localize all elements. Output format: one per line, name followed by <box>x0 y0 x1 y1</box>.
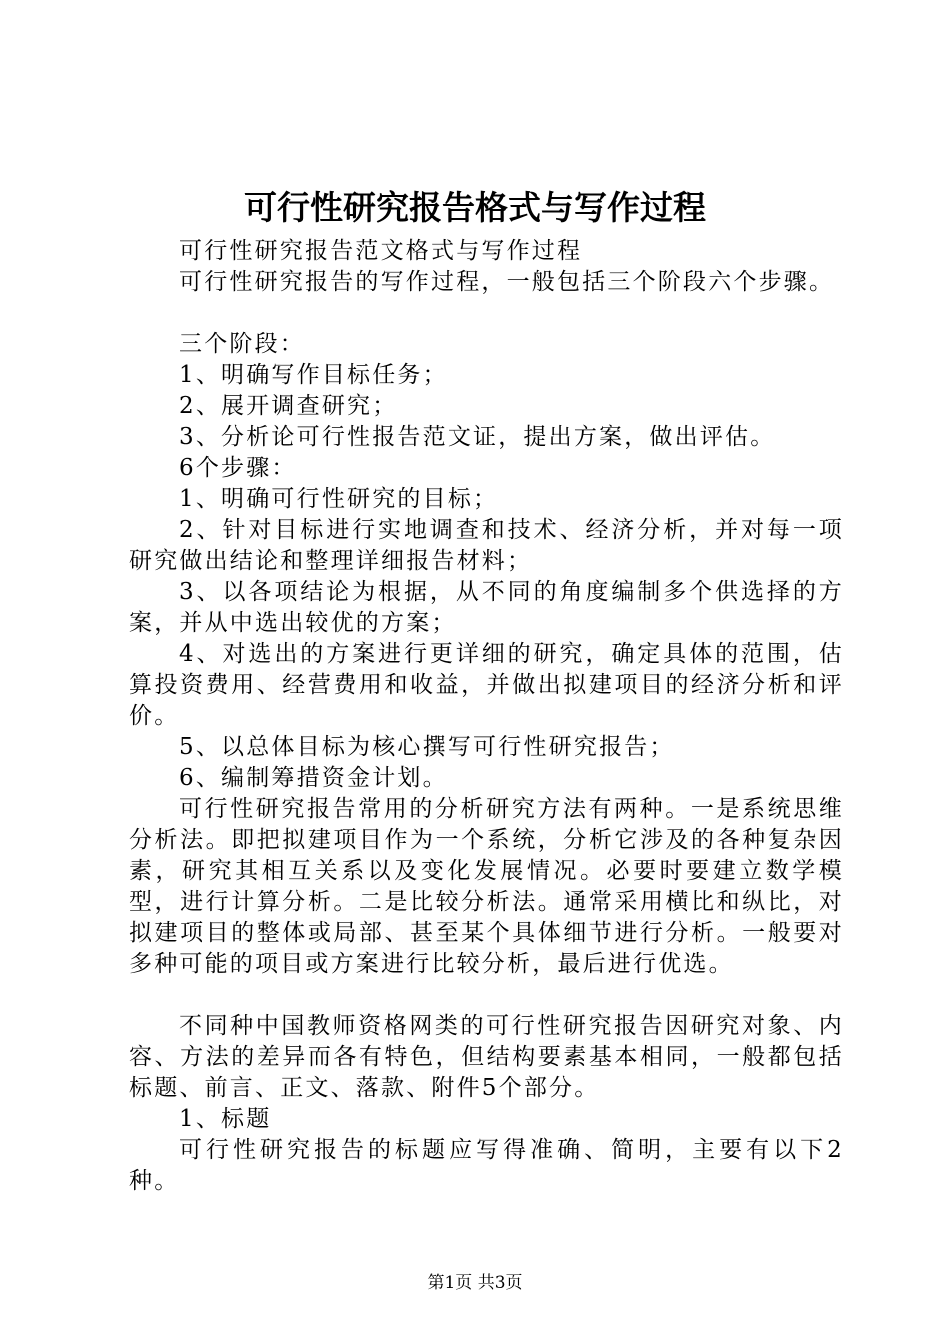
paragraph: 1、明确可行性研究的目标； <box>179 486 499 512</box>
paragraph: 6个步骤： <box>179 455 297 481</box>
blank-line <box>129 298 844 329</box>
paragraph: 不同种中国教师资格网类的可行性研究报告因研究对象、内容、方法的差异而各有特色，但结构要素基本相同，一般都包括标题、前言、正文、落款、附件5个部分。 <box>129 1013 844 1101</box>
paragraph: 5、以总体目标为核心撰写可行性研究报告； <box>179 734 675 760</box>
paragraph: 可行性研究报告范文格式与写作过程 <box>179 238 583 264</box>
paragraph: 3、分析论可行性报告范文证，提出方案，做出评估。 <box>179 424 776 450</box>
paragraph: 1、标题 <box>179 1106 272 1132</box>
paragraph: 3、以各项结论为根据，从不同的角度编制多个供选择的方案，并从中选出较优的方案； <box>129 579 844 636</box>
paragraph: 4、对选出的方案进行更详细的研究，确定具体的范围，估算投资费用、经营费用和收益，并做出拟建项目的经济分析和评价。 <box>129 641 844 729</box>
paragraph: 可行性研究报告常用的分析研究方法有两种。一是系统思维分析法。即把拟建项目作为一个系统，分析它涉及的各种复杂因素，研究其相互关系以及变化发展情况。必要时要建立数学模型，进行计算分析。二是比较分析法。通常采用横比和纵比，对拟建项目的整体或局部、甚至某个具体细节进行分析。一般要对多种可能的项目或方案进行比较分析，最后进行优选。 <box>129 796 844 977</box>
page-footer: 第1页 共3页 <box>427 1273 523 1293</box>
paragraph: 2、展开调查研究； <box>179 393 398 419</box>
paragraph: 1、明确写作目标任务； <box>179 362 448 388</box>
paragraph: 三个阶段： <box>179 331 305 357</box>
document-body <box>129 236 844 1197</box>
paragraph: 可行性研究报告的标题应写得准确、简明，主要有以下2种。 <box>129 1137 844 1194</box>
blank-line <box>129 980 844 1011</box>
paragraph: 2、针对目标进行实地调查和技术、经济分析，并对每一项研究做出结论和整理详细报告材料； <box>129 517 844 574</box>
paragraph: 可行性研究报告的写作过程，一般包括三个阶段六个步骤。 <box>179 269 835 295</box>
paragraph: 6、编制筹措资金计划。 <box>179 765 448 791</box>
document-title: 可行性研究报告格式与写作过程 <box>244 188 706 227</box>
